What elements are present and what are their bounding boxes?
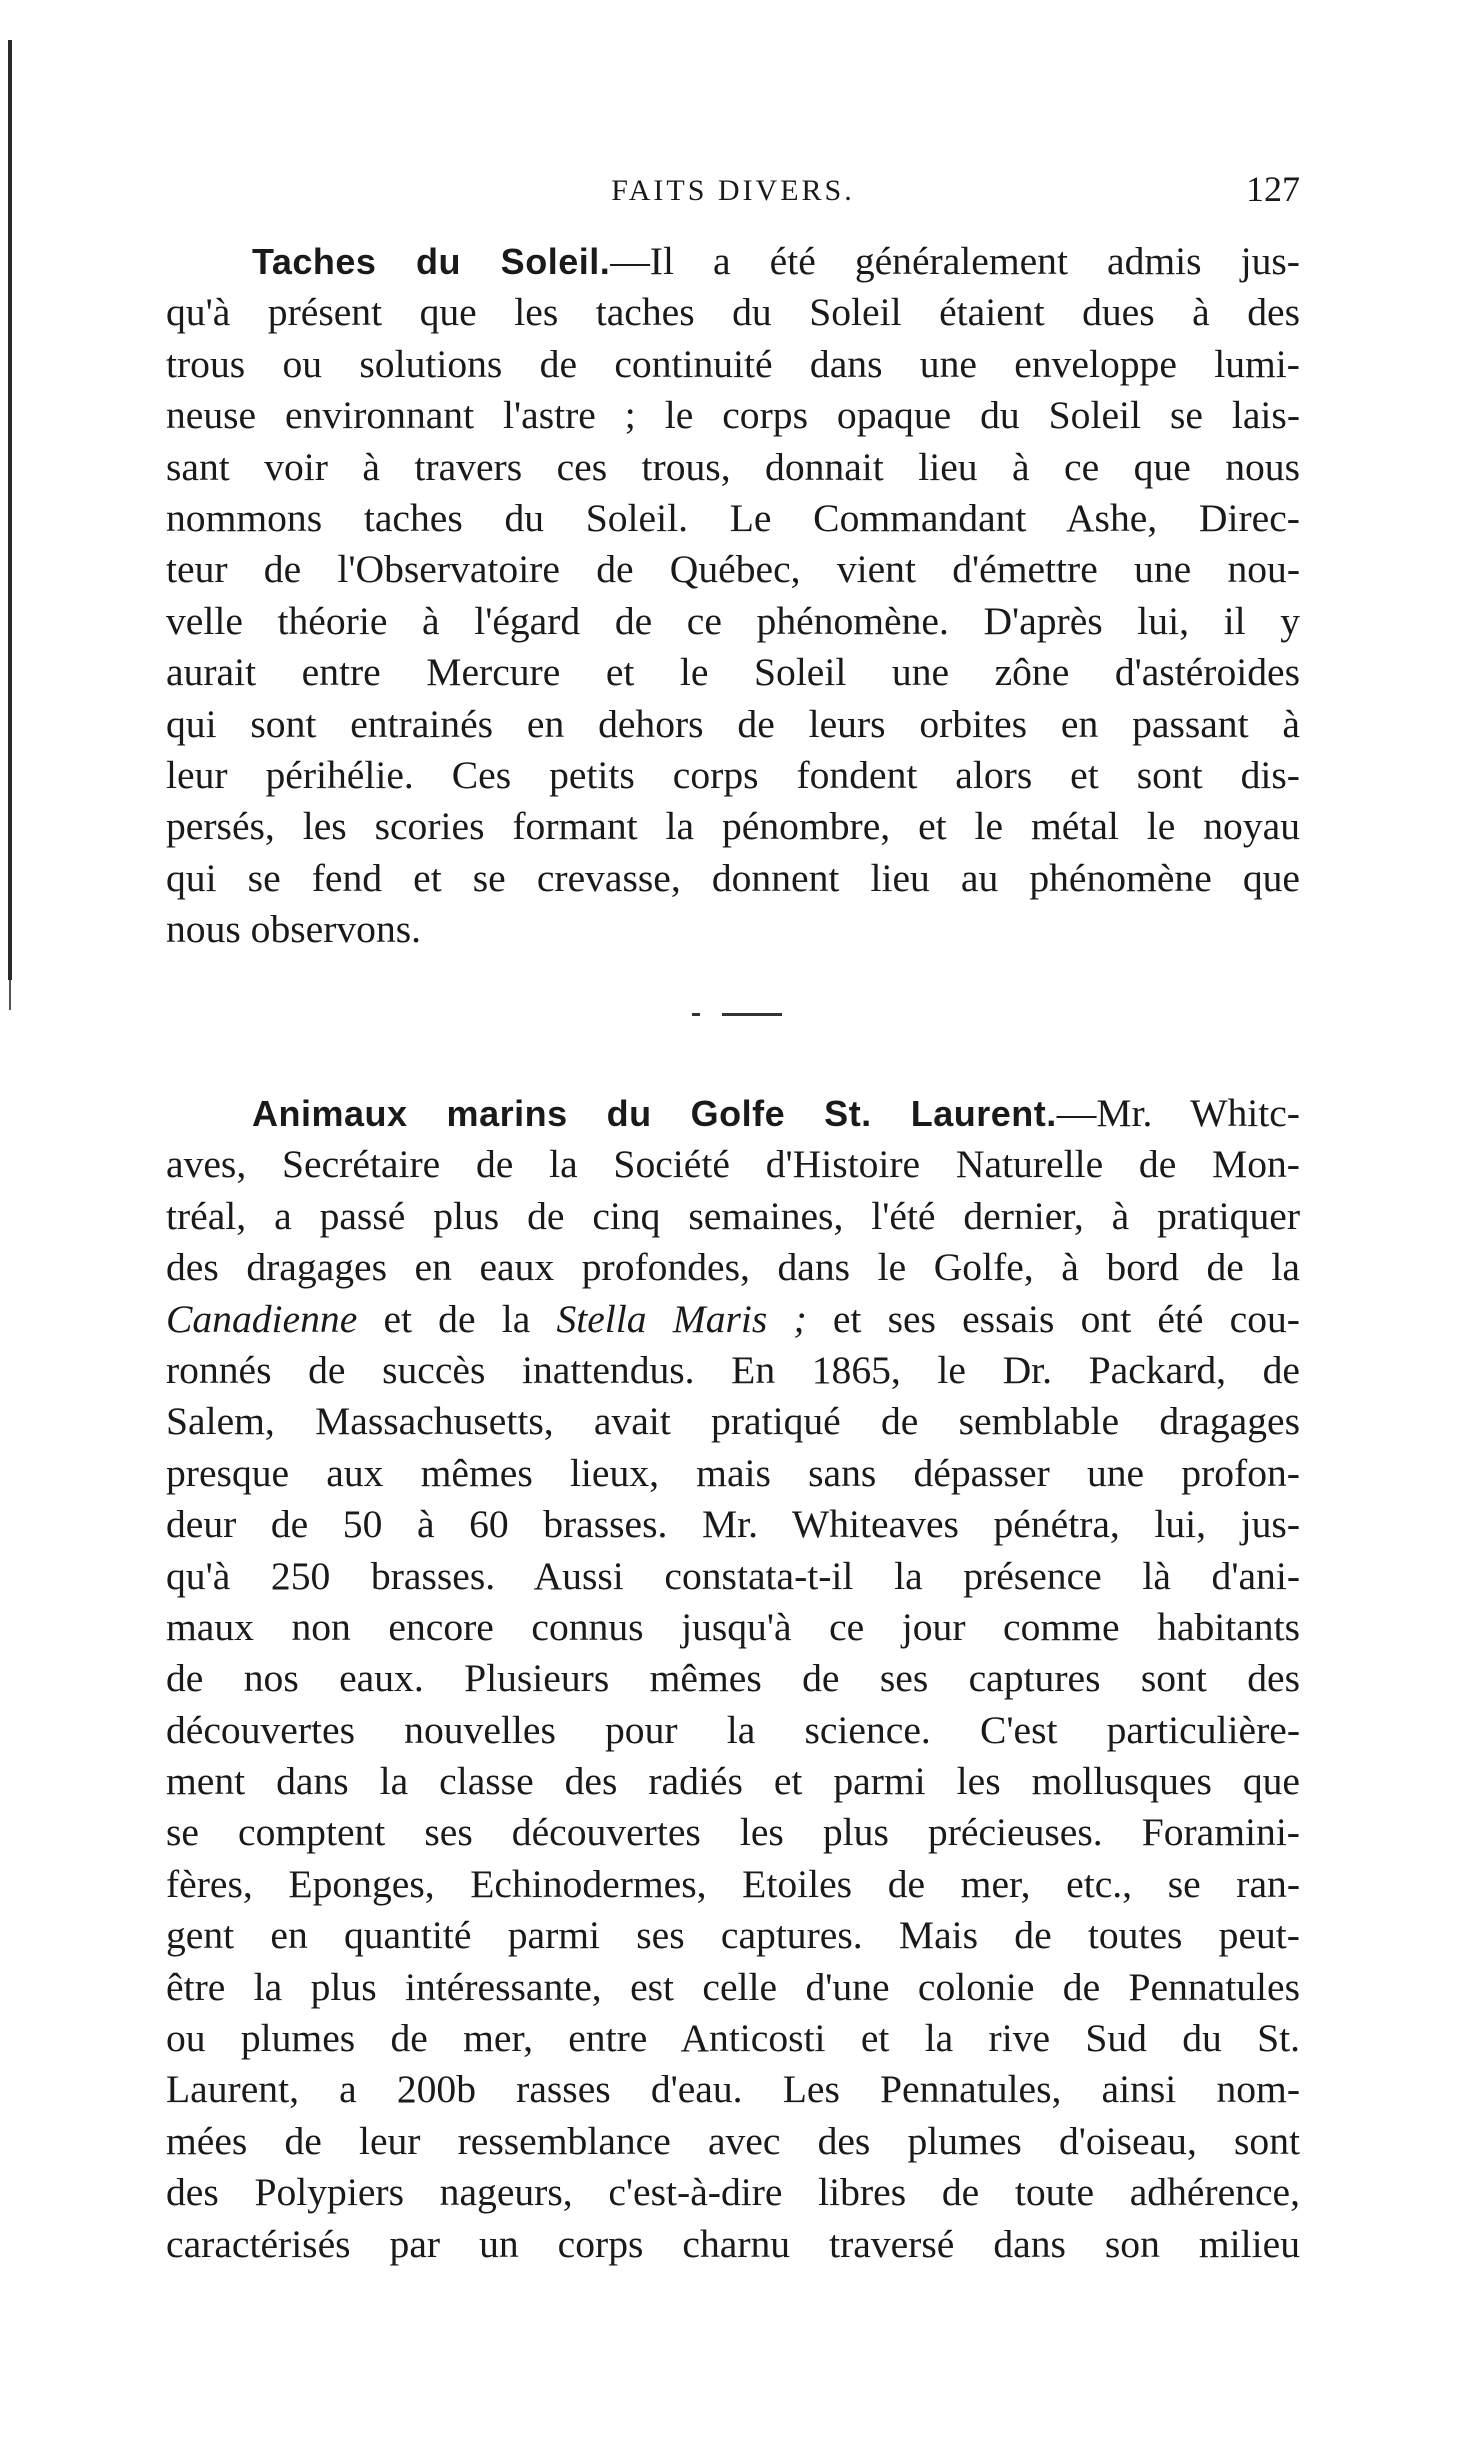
paragraph-line: des dragages en eaux profondes, dans le Golfe, à bord de la	[166, 1245, 1300, 1290]
paragraph-line: Laurent, a 200b rasses d'eau. Les Pennatules, ainsi nom-	[166, 2067, 1300, 2112]
paragraph-line: maux non encore connus jusqu'à ce jour comme habitants	[166, 1604, 1300, 1649]
paragraph-line: ment dans la classe des radiés et parmi les mollusques que	[166, 1759, 1300, 1804]
paragraph-line: aves, Secrétaire de la Société d'Histoire Naturelle de Mon-	[166, 1142, 1300, 1187]
article-first-line	[166, 1088, 1300, 1139]
ship-name-stella-maris: Stella Maris ;	[556, 1296, 807, 1341]
paragraph-line: mées de leur ressemblance avec des plumes d'oiseau, sont	[166, 2118, 1300, 2163]
article-first-line	[166, 236, 1300, 287]
page-header	[166, 168, 1300, 218]
article-heading: Taches du Soleil.	[252, 241, 611, 282]
article-animaux-marins	[166, 1088, 1300, 2270]
paragraph-line: découvertes nouvelles pour la science. C'est particulière-	[166, 1707, 1300, 1752]
paragraph-line: des Polypiers nageurs, c'est-à-dire libres de toute adhérence,	[166, 2170, 1300, 2215]
paragraph-line: deur de 50 à 60 brasses. Mr. Whiteaves pénétra, lui, jus-	[166, 1502, 1300, 1547]
paragraph-text: et de la	[357, 1296, 557, 1341]
paragraph-line: ronnés de succès inattendus. En 1865, le Dr. Packard, de	[166, 1347, 1300, 1392]
paragraph-line: aurait entre Mercure et le Soleil une zône d'astéroides	[166, 650, 1300, 695]
paragraph-line: qu'à 250 brasses. Aussi constata-t-il la présence là d'ani-	[166, 1553, 1300, 1598]
paragraph-line: nous observons.	[166, 907, 422, 952]
paragraph-line: être la plus intéressante, est celle d'une colonie de Pennatules	[166, 1964, 1300, 2009]
paragraph-line: presque aux mêmes lieux, mais sans dépasser une profon-	[166, 1450, 1300, 1495]
paragraph-line: se comptent ses découvertes les plus précieuses. Foramini-	[166, 1810, 1300, 1855]
paragraph-line: qui se fend et se crevasse, donnent lieu au phénomène que	[166, 855, 1300, 900]
paragraph-line: sant voir à travers ces trous, donnait lieu à ce que nous	[166, 444, 1300, 489]
paragraph-line: trous ou solutions de continuité dans une enveloppe lumi-	[166, 341, 1300, 386]
paragraph-line: fères, Eponges, Echinodermes, Etoiles de mer, etc., se ran-	[166, 1861, 1300, 1906]
separator-rule	[722, 1013, 782, 1016]
scan-binding-edge	[8, 40, 12, 980]
paragraph-text: —Mr. Whitc-	[1056, 1091, 1300, 1135]
ship-name-canadienne: Canadienne	[166, 1296, 358, 1341]
paragraph-line: tréal, a passé plus de cinq semaines, l'été dernier, à pratiquer	[166, 1193, 1300, 1238]
paragraph-line: qui sont entrainés en dehors de leurs orbites en passant à	[166, 701, 1300, 746]
paragraph-text: —Il a été généralement admis jus-	[610, 239, 1300, 283]
paragraph-line: caractérisés par un corps charnu traversé dans son milieu	[166, 2221, 1300, 2266]
paragraph-text: et ses essais ont été cou-	[806, 1296, 1300, 1341]
separator-dash	[692, 1013, 700, 1016]
paragraph-line: de nos eaux. Plusieurs mêmes de ses captures sont des	[166, 1656, 1300, 1701]
paragraph-line: Salem, Massachusetts, avait pratiqué de semblable dragages	[166, 1399, 1300, 1444]
paragraph-line: qu'à présent que les taches du Soleil étaient dues à des	[166, 290, 1300, 335]
paragraph-line: teur de l'Observatoire de Québec, vient d'émettre une nou-	[166, 547, 1300, 592]
paragraph-line: neuse environnant l'astre ; le corps opaque du Soleil se lais-	[166, 393, 1300, 438]
running-head: FAITS DIVERS.	[611, 174, 855, 207]
paragraph-line: leur périhélie. Ces petits corps fondent alors et sont dis-	[166, 752, 1300, 797]
page-number: 127	[1246, 169, 1300, 209]
paragraph-line: nommons taches du Soleil. Le Commandant Ashe, Direc-	[166, 495, 1300, 540]
paragraph-line: gent en quantité parmi ses captures. Mais de toutes peut-	[166, 1913, 1300, 1958]
section-separator	[692, 1013, 782, 1016]
paragraph-line: persés, les scories formant la pénombre, et le métal le noyau	[166, 804, 1300, 849]
scan-binding-edge-tail	[9, 980, 11, 1010]
article-taches-du-soleil	[166, 236, 1300, 955]
article-heading: Animaux marins du Golfe St. Laurent.	[252, 1093, 1057, 1134]
paragraph-line: ou plumes de mer, entre Anticosti et la rive Sud du St.	[166, 2016, 1300, 2061]
paragraph-line: velle théorie à l'égard de ce phénomène. D'après lui, il y	[166, 598, 1300, 643]
paragraph-line-with-italics	[166, 1294, 1300, 1345]
